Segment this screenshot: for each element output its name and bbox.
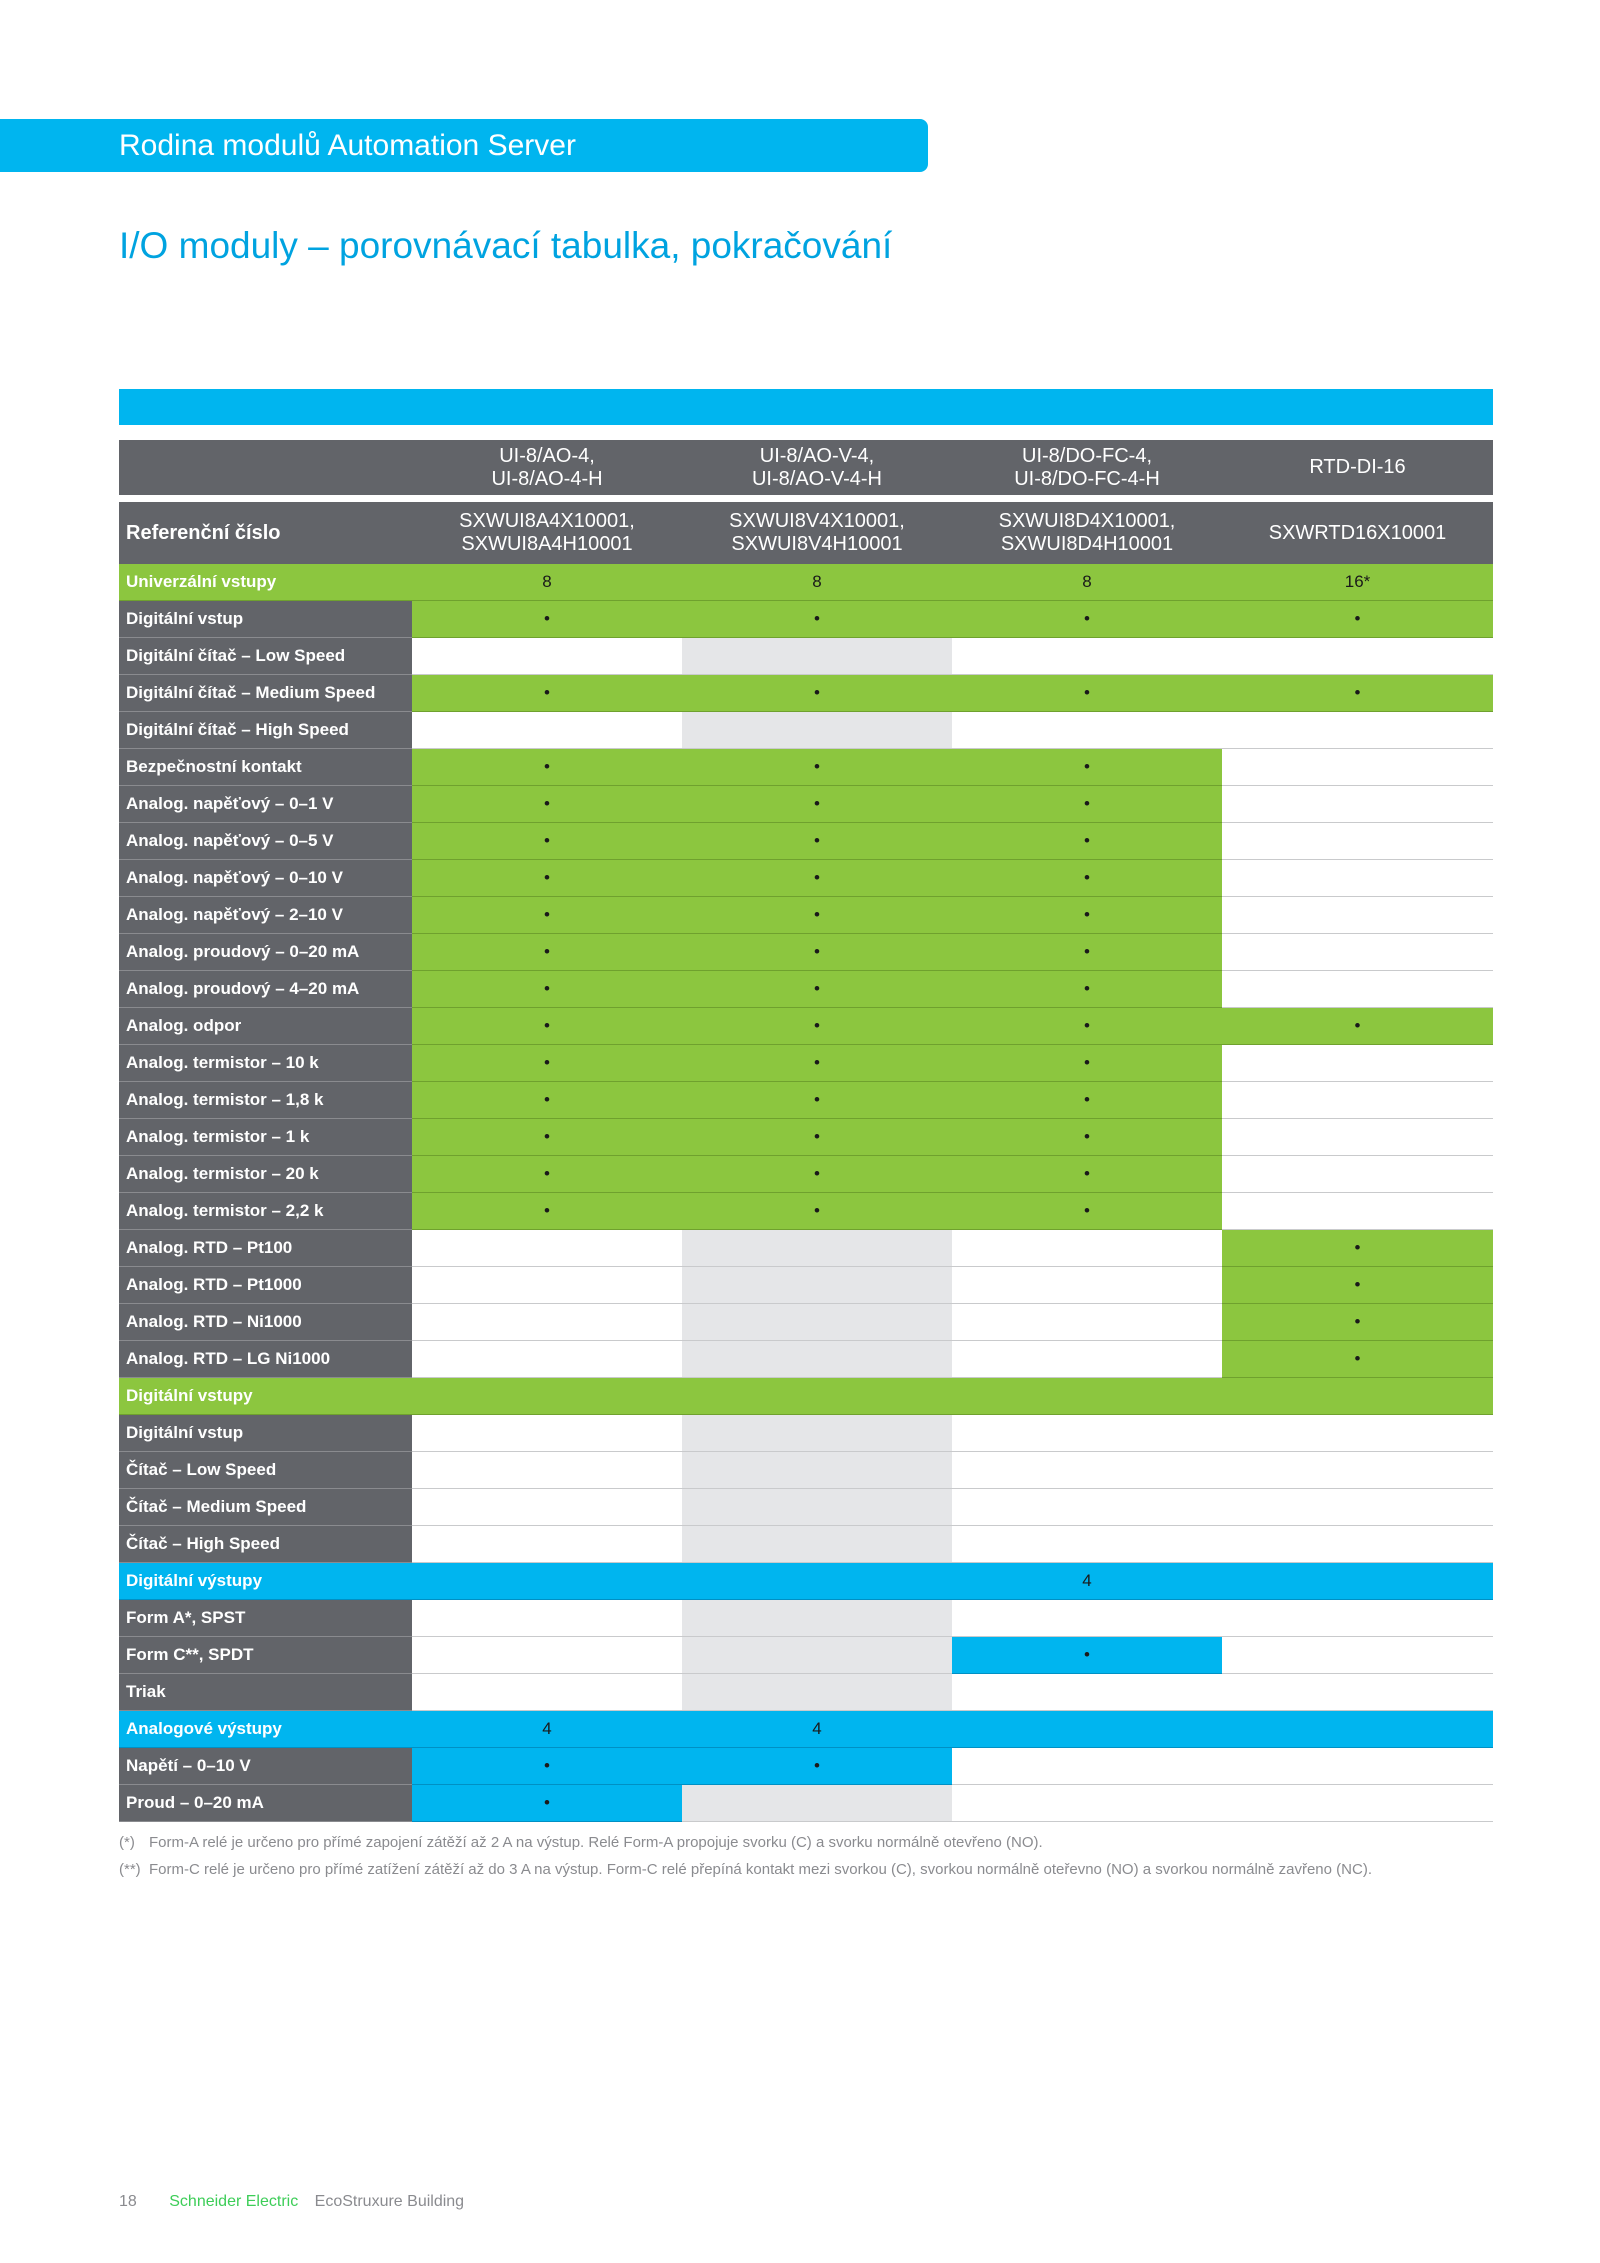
reference-number-row (119, 499, 1493, 565)
model-name-row (119, 440, 1493, 499)
feature-label: Analog. napěťový – 0–10 V (119, 860, 412, 897)
support-cell: • (412, 823, 682, 860)
support-cell (952, 1748, 1222, 1785)
support-cell: • (412, 1785, 682, 1822)
feature-row (119, 1489, 1493, 1526)
support-cell (1222, 897, 1493, 934)
feature-label: Analog. termistor – 2,2 k (119, 1193, 412, 1230)
support-cell (682, 1415, 952, 1452)
section-label: Digitální vstupy (119, 1378, 412, 1415)
footnotes (119, 1833, 1493, 1887)
corner-cell (119, 440, 412, 499)
support-cell: • (412, 1193, 682, 1230)
support-cell: • (682, 823, 952, 860)
support-cell: • (682, 897, 952, 934)
support-cell (1222, 1785, 1493, 1822)
support-cell (952, 1452, 1222, 1489)
feature-label: Digitální vstup (119, 601, 412, 638)
section-label: Digitální výstupy (119, 1563, 412, 1600)
feature-row (119, 897, 1493, 934)
support-cell (412, 1304, 682, 1341)
support-cell (1222, 1748, 1493, 1785)
support-cell (1222, 1156, 1493, 1193)
support-cell: • (682, 1045, 952, 1082)
support-cell: • (952, 675, 1222, 712)
feature-label: Čítač – High Speed (119, 1526, 412, 1563)
section-title: Rodina modulů Automation Server (119, 129, 576, 162)
support-cell (682, 1304, 952, 1341)
support-cell: • (682, 1193, 952, 1230)
support-cell (682, 1341, 952, 1378)
support-cell: • (412, 749, 682, 786)
support-cell (952, 712, 1222, 749)
support-cell (682, 1563, 952, 1600)
support-cell: • (1222, 1008, 1493, 1045)
feature-row (119, 1045, 1493, 1082)
support-cell (682, 1674, 952, 1711)
support-cell (682, 1378, 952, 1415)
support-cell: • (682, 860, 952, 897)
feature-label: Bezpečnostní kontakt (119, 749, 412, 786)
feature-row (119, 1415, 1493, 1452)
support-cell (412, 1230, 682, 1267)
support-cell (682, 1526, 952, 1563)
support-cell (1222, 1563, 1493, 1600)
support-cell (952, 1230, 1222, 1267)
support-cell: • (952, 897, 1222, 934)
feature-row (119, 1304, 1493, 1341)
support-cell: • (412, 860, 682, 897)
feature-label: Analog. RTD – Pt100 (119, 1230, 412, 1267)
support-cell (682, 1230, 952, 1267)
support-cell (1222, 823, 1493, 860)
feature-row (119, 823, 1493, 860)
support-cell (1222, 971, 1493, 1008)
feature-label: Analog. proudový – 0–20 mA (119, 934, 412, 971)
support-cell: • (682, 786, 952, 823)
feature-row (119, 1341, 1493, 1378)
support-cell (412, 1378, 682, 1415)
support-cell: • (412, 1045, 682, 1082)
feature-row (119, 638, 1493, 675)
support-cell: • (412, 971, 682, 1008)
feature-label: Napětí – 0–10 V (119, 1748, 412, 1785)
support-cell (682, 1637, 952, 1674)
support-cell: • (682, 1156, 952, 1193)
support-cell: • (412, 1119, 682, 1156)
footnote-mark: (**) (119, 1861, 141, 1878)
support-cell (1222, 712, 1493, 749)
brand-name: Schneider Electric (169, 2193, 299, 2210)
support-cell: • (682, 675, 952, 712)
page-footer (119, 2193, 464, 2211)
support-cell (412, 1267, 682, 1304)
feature-row (119, 749, 1493, 786)
section-row (119, 1378, 1493, 1415)
support-cell: • (682, 934, 952, 971)
reference-number: SXWUI8V4X10001, SXWUI8V4H10001 (682, 499, 952, 565)
support-cell (412, 1637, 682, 1674)
support-cell (952, 1785, 1222, 1822)
feature-row (119, 934, 1493, 971)
support-cell (1222, 1045, 1493, 1082)
support-cell (682, 1600, 952, 1637)
support-cell (1222, 1119, 1493, 1156)
support-cell (952, 1304, 1222, 1341)
support-cell (1222, 934, 1493, 971)
support-cell: • (952, 1193, 1222, 1230)
support-cell (952, 1489, 1222, 1526)
model-name-header: UI-8/AO-4, UI-8/AO-4-H (412, 440, 682, 499)
support-cell (952, 1600, 1222, 1637)
support-cell: 4 (412, 1711, 682, 1748)
support-cell (1222, 1600, 1493, 1637)
feature-label: Analog. napěťový – 0–5 V (119, 823, 412, 860)
feature-label: Analog. termistor – 10 k (119, 1045, 412, 1082)
support-cell: • (412, 675, 682, 712)
feature-label: Proud – 0–20 mA (119, 1785, 412, 1822)
feature-row (119, 860, 1493, 897)
support-cell: 16* (1222, 564, 1493, 601)
support-cell: • (1222, 1230, 1493, 1267)
support-cell: • (1222, 675, 1493, 712)
support-cell (682, 1489, 952, 1526)
support-cell (1222, 1378, 1493, 1415)
support-cell (412, 1563, 682, 1600)
reference-number: SXWUI8D4X10001, SXWUI8D4H10001 (952, 499, 1222, 565)
feature-label: Analog. odpor (119, 1008, 412, 1045)
feature-row (119, 1193, 1493, 1230)
support-cell: 4 (952, 1563, 1222, 1600)
feature-row (119, 1230, 1493, 1267)
support-cell: • (952, 1045, 1222, 1082)
support-cell (1222, 1489, 1493, 1526)
section-row (119, 1711, 1493, 1748)
support-cell (952, 1341, 1222, 1378)
support-cell: • (1222, 601, 1493, 638)
support-cell (412, 1415, 682, 1452)
feature-label: Digitální čítač – Low Speed (119, 638, 412, 675)
feature-label: Analog. RTD – Pt1000 (119, 1267, 412, 1304)
feature-row (119, 1008, 1493, 1045)
product-name: EcoStruxure Building (314, 2193, 465, 2210)
support-cell: • (952, 1156, 1222, 1193)
support-cell: 4 (682, 1711, 952, 1748)
support-cell: • (1222, 1304, 1493, 1341)
footnote-text: Form-C relé je určeno pro přímé zatížení zátěží až do 3 A na výstup. Form-C relé přepíná kontakt mezi svorkou (C), svorkou normálně oteřevno (NO) a svorkou normálně zavřeno (NC). (149, 1861, 1372, 1878)
support-cell (682, 1785, 952, 1822)
page-number: 18 (119, 2193, 137, 2210)
support-cell: • (412, 897, 682, 934)
support-cell (412, 1674, 682, 1711)
support-cell (1222, 1526, 1493, 1563)
support-cell (1222, 1193, 1493, 1230)
table-top-strip (119, 389, 1493, 425)
support-cell: • (1222, 1341, 1493, 1378)
feature-row (119, 1082, 1493, 1119)
feature-row (119, 712, 1493, 749)
feature-row (119, 1637, 1493, 1674)
support-cell (1222, 1452, 1493, 1489)
page-subtitle: I/O moduly – porovnávací tabulka, pokračování (119, 225, 893, 266)
support-cell (1222, 1711, 1493, 1748)
support-cell: • (952, 749, 1222, 786)
section-header-bar (0, 119, 928, 172)
feature-row (119, 1748, 1493, 1785)
support-cell (952, 1674, 1222, 1711)
support-cell (412, 712, 682, 749)
support-cell (412, 1341, 682, 1378)
section-row (119, 564, 1493, 601)
support-cell: 8 (682, 564, 952, 601)
support-cell (1222, 1415, 1493, 1452)
feature-row (119, 1674, 1493, 1711)
support-cell: • (412, 934, 682, 971)
support-cell (682, 712, 952, 749)
feature-row (119, 786, 1493, 823)
support-cell: • (682, 601, 952, 638)
support-cell: • (682, 971, 952, 1008)
support-cell: • (682, 1008, 952, 1045)
reference-number: SXWUI8A4X10001, SXWUI8A4H10001 (412, 499, 682, 565)
footnote-text: Form-A relé je určeno pro přímé zapojení zátěží až 2 A na výstup. Relé Form-A propojuje svorku (C) a svorku normálně otevřeno (NO). (149, 1834, 1043, 1851)
support-cell (1222, 1082, 1493, 1119)
feature-label: Form C**, SPDT (119, 1637, 412, 1674)
feature-label: Analog. termistor – 1 k (119, 1119, 412, 1156)
feature-label: Analog. termistor – 20 k (119, 1156, 412, 1193)
support-cell (682, 1452, 952, 1489)
support-cell (952, 1526, 1222, 1563)
support-cell: • (952, 1119, 1222, 1156)
section-row (119, 1563, 1493, 1600)
feature-label: Digitální čítač – High Speed (119, 712, 412, 749)
support-cell: • (952, 971, 1222, 1008)
feature-row (119, 1526, 1493, 1563)
feature-label: Analog. proudový – 4–20 mA (119, 971, 412, 1008)
support-cell (1222, 638, 1493, 675)
support-cell: • (952, 601, 1222, 638)
feature-label: Čítač – Low Speed (119, 1452, 412, 1489)
support-cell: 8 (412, 564, 682, 601)
support-cell (1222, 1674, 1493, 1711)
feature-row (119, 971, 1493, 1008)
support-cell (412, 1526, 682, 1563)
support-cell: • (952, 934, 1222, 971)
feature-label: Analog. RTD – Ni1000 (119, 1304, 412, 1341)
reference-label: Referenční číslo (119, 499, 412, 565)
feature-row (119, 1785, 1493, 1822)
feature-row (119, 1267, 1493, 1304)
feature-label: Analog. napěťový – 0–1 V (119, 786, 412, 823)
footnote (119, 1860, 1493, 1879)
reference-number: SXWRTD16X10001 (1222, 499, 1493, 565)
support-cell: • (952, 786, 1222, 823)
model-name-header: UI-8/AO-V-4, UI-8/AO-V-4-H (682, 440, 952, 499)
feature-label: Digitální čítač – Medium Speed (119, 675, 412, 712)
support-cell: • (412, 601, 682, 638)
support-cell (952, 1711, 1222, 1748)
support-cell (952, 1415, 1222, 1452)
support-cell (412, 1600, 682, 1637)
feature-row (119, 1452, 1493, 1489)
support-cell: • (952, 1082, 1222, 1119)
feature-label: Form A*, SPST (119, 1600, 412, 1637)
support-cell (682, 638, 952, 675)
feature-row (119, 1600, 1493, 1637)
feature-label: Analog. napěťový – 2–10 V (119, 897, 412, 934)
section-label: Univerzální vstupy (119, 564, 412, 601)
support-cell: • (1222, 1267, 1493, 1304)
feature-label: Analog. RTD – LG Ni1000 (119, 1341, 412, 1378)
feature-row (119, 601, 1493, 638)
feature-label: Analog. termistor – 1,8 k (119, 1082, 412, 1119)
support-cell: • (412, 786, 682, 823)
feature-row (119, 1119, 1493, 1156)
support-cell: • (682, 749, 952, 786)
footnote (119, 1833, 1493, 1852)
feature-label: Čítač – Medium Speed (119, 1489, 412, 1526)
feature-row (119, 1156, 1493, 1193)
model-name-header: RTD-DI-16 (1222, 440, 1493, 499)
support-cell: • (682, 1748, 952, 1785)
support-cell (1222, 749, 1493, 786)
support-cell: • (412, 1008, 682, 1045)
support-cell (952, 1378, 1222, 1415)
support-cell (1222, 860, 1493, 897)
support-cell (952, 1267, 1222, 1304)
feature-row (119, 675, 1493, 712)
feature-label: Triak (119, 1674, 412, 1711)
support-cell: • (412, 1156, 682, 1193)
support-cell (1222, 786, 1493, 823)
support-cell: • (412, 1082, 682, 1119)
support-cell: • (682, 1119, 952, 1156)
support-cell: • (952, 1637, 1222, 1674)
support-cell (412, 1489, 682, 1526)
comparison-table (119, 440, 1493, 1822)
support-cell (682, 1267, 952, 1304)
model-name-header: UI-8/DO-FC-4, UI-8/DO-FC-4-H (952, 440, 1222, 499)
support-cell: • (952, 823, 1222, 860)
support-cell: • (952, 1008, 1222, 1045)
support-cell (1222, 1637, 1493, 1674)
table-body (119, 564, 1493, 1822)
support-cell: • (412, 1748, 682, 1785)
section-label: Analogové výstupy (119, 1711, 412, 1748)
footnote-mark: (*) (119, 1834, 135, 1851)
feature-label: Digitální vstup (119, 1415, 412, 1452)
support-cell: • (682, 1082, 952, 1119)
support-cell (412, 1452, 682, 1489)
support-cell: 8 (952, 564, 1222, 601)
support-cell: • (952, 860, 1222, 897)
support-cell (952, 638, 1222, 675)
support-cell (412, 638, 682, 675)
